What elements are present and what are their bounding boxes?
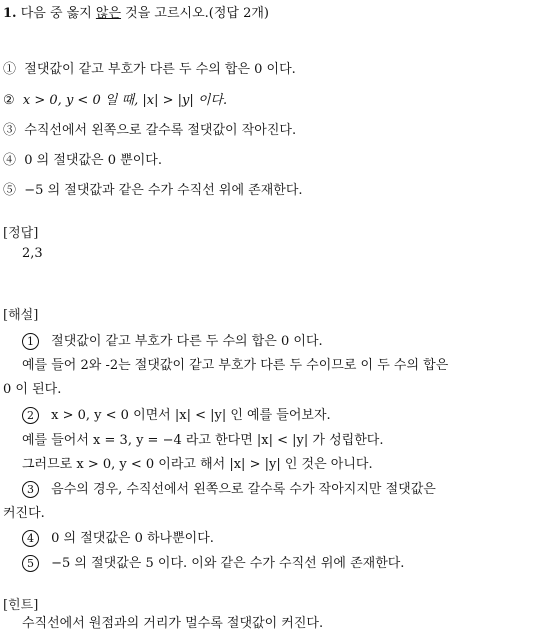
explanation-item-4 bbox=[22, 527, 214, 547]
question-number: 1. bbox=[3, 6, 17, 21]
explanation-item-5 bbox=[22, 552, 404, 572]
option-text: −5 의 절댓값과 같은 수가 수직선 위에 존재한다. bbox=[24, 183, 303, 198]
circled-number-4: 4 bbox=[22, 530, 39, 547]
explanation-line: 예를 들어 2와 -2는 절댓값이 같고 부호가 다른 두 수이므로 이 두 수의 합은 bbox=[22, 358, 449, 373]
question-text-underline: 않은 bbox=[95, 6, 122, 21]
hint-text: 수직선에서 원점과의 거리가 멀수록 절댓값이 커진다. bbox=[22, 616, 324, 631]
answer-label: [정답] bbox=[3, 226, 39, 241]
explanation-text: −5 의 절댓값은 5 이다. 이와 같은 수가 수직선 위에 존재한다. bbox=[51, 556, 405, 571]
option-1 bbox=[3, 58, 296, 77]
explanation-text: 절댓값이 같고 부호가 다른 두 수의 합은 0 이다. bbox=[51, 334, 323, 349]
option-text: 절댓값이 같고 부호가 다른 두 수의 합은 0 이다. bbox=[24, 62, 296, 77]
explanation-item-3 bbox=[22, 478, 436, 498]
option-marker: ④ bbox=[3, 153, 17, 168]
circled-number-3: 3 bbox=[22, 481, 39, 498]
question-text-before: 다음 중 옳지 bbox=[20, 6, 96, 21]
option-marker: ③ bbox=[3, 123, 17, 138]
option-marker: ⑤ bbox=[3, 183, 17, 198]
circled-number-5: 5 bbox=[22, 555, 39, 572]
option-3 bbox=[3, 119, 296, 138]
question-text-after: 것을 고르시오.(정답 2개) bbox=[121, 6, 269, 21]
circled-number-1: 1 bbox=[22, 333, 39, 350]
option-4 bbox=[3, 149, 162, 168]
question-title bbox=[3, 2, 269, 21]
answer-value: 2,3 bbox=[22, 246, 43, 261]
explanation-text: 음수의 경우, 수직선에서 왼쪽으로 갈수록 수가 작아지지만 절댓값은 bbox=[51, 482, 436, 497]
option-marker: ① bbox=[3, 62, 17, 77]
option-text: x > 0, y < 0 일 때, |x| > |y| 이다. bbox=[22, 93, 228, 108]
explanation-item-2 bbox=[22, 404, 331, 424]
hint-label: [힌트] bbox=[3, 598, 39, 613]
circled-number-2: 2 bbox=[22, 407, 39, 424]
explanation-line: 0 이 된다. bbox=[3, 382, 62, 397]
explanation-line: 그러므로 x > 0, y < 0 이라고 해서 |x| > |y| 인 것은 아니다. bbox=[22, 457, 373, 472]
option-text: 0 의 절댓값은 0 뿐이다. bbox=[24, 153, 162, 168]
explanation-line: 예를 들어서 x = 3, y = −4 라고 한다면 |x| < |y| 가 성립한다. bbox=[22, 433, 384, 448]
option-marker: ② bbox=[3, 93, 15, 108]
explanation-label: [해설] bbox=[3, 308, 39, 323]
explanation-text: x > 0, y < 0 이면서 |x| < |y| 인 예를 들어보자. bbox=[51, 408, 331, 423]
option-text: 수직선에서 왼쪽으로 갈수록 절댓값이 작아진다. bbox=[24, 123, 297, 138]
explanation-line: 커진다. bbox=[3, 506, 45, 521]
option-5 bbox=[3, 179, 303, 198]
explanation-item-1 bbox=[22, 330, 323, 350]
option-2 bbox=[3, 89, 227, 108]
explanation-text: 0 의 절댓값은 0 하나뿐이다. bbox=[51, 531, 214, 546]
